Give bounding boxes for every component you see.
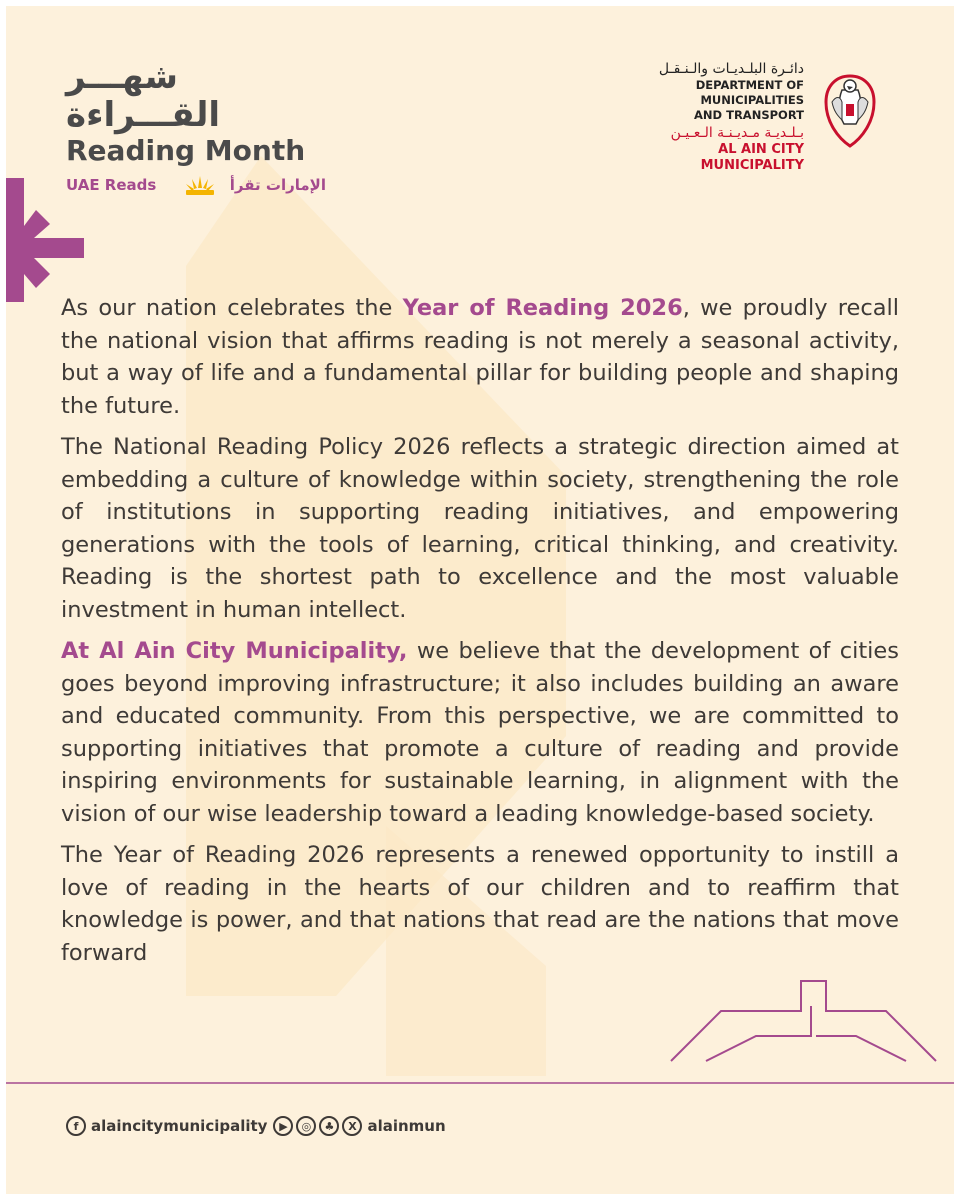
facebook-icon[interactable]: f [66, 1116, 86, 1136]
social-handle[interactable]: alainmun [367, 1117, 446, 1135]
snapchat-icon[interactable]: ♣ [319, 1116, 339, 1136]
main-text [61, 292, 899, 978]
brand-title-en: Reading Month [66, 134, 306, 167]
social-footer [66, 1114, 452, 1138]
paragraph-3: At Al Ain City Municipality, we believe that the development of cities goes beyond improving infrastructure; it also includes building an aware and educated community. From this perspective, we are committed to supporting initiatives that promote a culture of reading and provide inspiring environments for sustainable learning, in alignment with the vision of our wise leadership toward a leading knowledge-based society. [61, 638, 899, 827]
municipality-logo [614, 60, 924, 173]
x-icon[interactable]: X [342, 1116, 362, 1136]
paragraph-1: As our nation celebrates the Year of Reading 2026, we proudly recall the national vision that affirms reading is not merely a seasonal activity, but a way of life and a fundamental pillar for building people and shaping the future. [61, 295, 899, 419]
brand-tagline-en: UAE Reads [66, 176, 157, 194]
dept-name-ar: دائـرة البلـديـات والـنـقـل [658, 61, 804, 77]
brand-title-ar: شهـــر القـــراءة [66, 57, 221, 135]
reading-month-logo [66, 58, 336, 198]
page [6, 6, 954, 1194]
city-name-en: AL AIN CITY MUNICIPALITY [700, 142, 804, 173]
youtube-icon[interactable]: ▶ [273, 1116, 293, 1136]
falcon-emblem-icon [818, 66, 882, 152]
outline-shape [671, 981, 936, 1061]
instagram-icon[interactable]: ◎ [296, 1116, 316, 1136]
facebook-handle[interactable]: alaincitymunicipality [91, 1117, 268, 1135]
brand-tagline-ar: الإمارات تقرأ [229, 176, 326, 194]
highlight-year-of-reading: Year of Reading 2026 [402, 295, 683, 321]
paragraph-4: The Year of Reading 2026 represents a renewed opportunity to instill a love of reading in the hearts of our children and to reaffirm that knowledge is power, and that nations that read are the nations that move forward [61, 842, 899, 966]
dept-name-en-line1: DEPARTMENT OF MUNICIPALITIES [695, 78, 804, 107]
paragraph-2: The National Reading Policy 2026 reflects a strategic direction aimed at embedding a culture of knowledge within society, strengthening the role of institutions in supporting reading initiatives, and empowering generations with the tools of learning, critical thinking, and creativity. Reading is the shortest path to excellence and the most valuable investment in human intellect. [61, 434, 899, 623]
sun-icon [184, 174, 216, 196]
dept-name-en-line2: AND TRANSPORT [694, 108, 804, 122]
highlight-municipality: At Al Ain City Municipality, [61, 638, 408, 664]
city-name-ar: بـلـديـة مـديـنـة الـعـيـن [670, 125, 804, 141]
